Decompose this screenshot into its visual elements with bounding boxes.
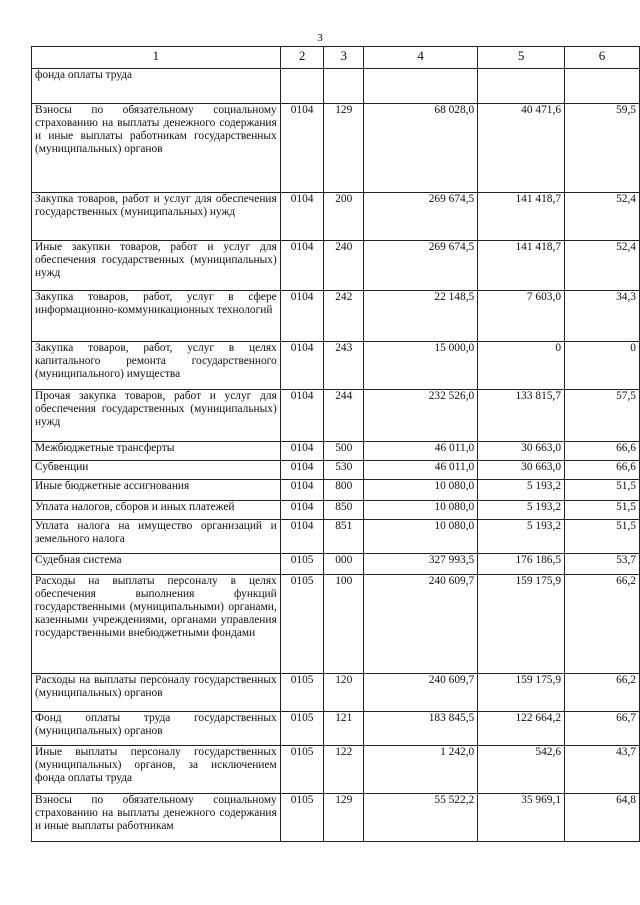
row-plan-amount: 240 609,7: [364, 674, 478, 712]
row-expense-type-code: 850: [324, 501, 364, 520]
table-row: [32, 69, 640, 104]
row-percent: [565, 69, 640, 104]
column-header: 4: [364, 47, 478, 69]
row-expense-type-code: 500: [324, 442, 364, 461]
row-section-code: 0105: [280, 794, 324, 842]
row-actual-amount: 35 969,1: [478, 794, 565, 842]
row-section-code: 0104: [280, 342, 324, 390]
row-section-code: 0105: [280, 554, 324, 575]
row-plan-amount: 22 148,5: [364, 291, 478, 342]
row-actual-amount: 542,6: [478, 746, 565, 794]
row-plan-amount: 55 522,2: [364, 794, 478, 842]
row-percent: 0: [565, 342, 640, 390]
row-name: Расходы на выплаты персоналу в целях обеспечения выполнения функций государственными (муниципальными) органами, казенными учреждениями, органами управления государственными внебюджетными фондами: [32, 575, 281, 674]
row-name: Закупка товаров, работ, услуг в целях капитального ремонта государственного (муниципального) имущества: [32, 342, 281, 390]
row-name: фонда оплаты труда: [32, 69, 281, 104]
row-plan-amount: 240 609,7: [364, 575, 478, 674]
row-actual-amount: 7 603,0: [478, 291, 565, 342]
row-expense-type-code: 122: [324, 746, 364, 794]
table-row: [32, 554, 640, 575]
row-plan-amount: 183 845,5: [364, 712, 478, 746]
column-header: 5: [478, 47, 565, 69]
row-plan-amount: 46 011,0: [364, 461, 478, 480]
row-percent: 52,4: [565, 241, 640, 291]
row-percent: 66,2: [565, 575, 640, 674]
row-name: Закупка товаров, работ, услуг в сфере информационно-коммуникационных технологий: [32, 291, 281, 342]
row-actual-amount: 5 193,2: [478, 520, 565, 554]
row-name: Уплата налогов, сборов и иных платежей: [32, 501, 281, 520]
table-row: [32, 461, 640, 480]
row-name: Иные закупки товаров, работ и услуг для обеспечения государственных (муниципальных) нужд: [32, 241, 281, 291]
row-plan-amount: 46 011,0: [364, 442, 478, 461]
table-row: [32, 342, 640, 390]
row-expense-type-code: 120: [324, 674, 364, 712]
row-name: Иные бюджетные ассигнования: [32, 480, 281, 501]
row-section-code: 0104: [280, 241, 324, 291]
row-section-code: 0104: [280, 193, 324, 241]
row-expense-type-code: 200: [324, 193, 364, 241]
row-expense-type-code: 000: [324, 554, 364, 575]
column-header: 2: [280, 47, 324, 69]
row-section-code: 0105: [280, 712, 324, 746]
row-actual-amount: 30 663,0: [478, 461, 565, 480]
row-percent: 52,4: [565, 193, 640, 241]
row-actual-amount: 141 418,7: [478, 241, 565, 291]
row-expense-type-code: 851: [324, 520, 364, 554]
table-row: [32, 501, 640, 520]
row-name: Фонд оплаты труда государственных (муниципальных) органов: [32, 712, 281, 746]
row-expense-type-code: [324, 69, 364, 104]
row-plan-amount: 269 674,5: [364, 193, 478, 241]
row-actual-amount: 122 664,2: [478, 712, 565, 746]
row-percent: 53,7: [565, 554, 640, 575]
row-percent: 66,6: [565, 461, 640, 480]
page-number: 3: [317, 32, 323, 44]
row-section-code: 0105: [280, 575, 324, 674]
row-actual-amount: 30 663,0: [478, 442, 565, 461]
table-row: [32, 104, 640, 193]
table-row: [32, 674, 640, 712]
row-section-code: 0104: [280, 291, 324, 342]
row-section-code: 0104: [280, 501, 324, 520]
row-percent: 66,7: [565, 712, 640, 746]
table-row: [32, 291, 640, 342]
row-section-code: 0104: [280, 104, 324, 193]
row-percent: 57,5: [565, 390, 640, 442]
row-name: Расходы на выплаты персоналу государственных (муниципальных) органов: [32, 674, 281, 712]
table-row: [32, 390, 640, 442]
row-section-code: 0104: [280, 480, 324, 501]
row-percent: 51,5: [565, 501, 640, 520]
row-name: Уплата налога на имущество организаций и земельного налога: [32, 520, 281, 554]
row-name: Субвенции: [32, 461, 281, 480]
row-actual-amount: 159 175,9: [478, 575, 565, 674]
row-expense-type-code: 100: [324, 575, 364, 674]
row-section-code: 0104: [280, 390, 324, 442]
row-actual-amount: 5 193,2: [478, 480, 565, 501]
row-name: Межбюджетные трансферты: [32, 442, 281, 461]
row-expense-type-code: 244: [324, 390, 364, 442]
table-row: [32, 520, 640, 554]
row-percent: 66,2: [565, 674, 640, 712]
row-percent: 59,5: [565, 104, 640, 193]
row-plan-amount: 269 674,5: [364, 241, 478, 291]
row-plan-amount: 1 242,0: [364, 746, 478, 794]
row-name: Взносы по обязательному социальному страхованию на выплаты денежного содержания и иные выплаты работникам: [32, 794, 281, 842]
row-actual-amount: 133 815,7: [478, 390, 565, 442]
row-percent: 64,8: [565, 794, 640, 842]
table-row: [32, 746, 640, 794]
row-name: Прочая закупка товаров, работ и услуг для обеспечения государственных (муниципальных) нужд: [32, 390, 281, 442]
row-plan-amount: 10 080,0: [364, 520, 478, 554]
row-name: Взносы по обязательному социальному страхованию на выплаты денежного содержания и иные выплаты работникам государственных (муниципальных) органов: [32, 104, 281, 193]
row-section-code: [280, 69, 324, 104]
row-actual-amount: 176 186,5: [478, 554, 565, 575]
row-expense-type-code: 800: [324, 480, 364, 501]
row-expense-type-code: 243: [324, 342, 364, 390]
row-section-code: 0105: [280, 674, 324, 712]
row-percent: 34,3: [565, 291, 640, 342]
row-actual-amount: 40 471,6: [478, 104, 565, 193]
row-actual-amount: 141 418,7: [478, 193, 565, 241]
row-actual-amount: 0: [478, 342, 565, 390]
row-plan-amount: [364, 69, 478, 104]
table-row: [32, 712, 640, 746]
row-expense-type-code: 129: [324, 794, 364, 842]
table-header-row: [32, 47, 640, 69]
table-row: [32, 794, 640, 842]
row-expense-type-code: 129: [324, 104, 364, 193]
row-plan-amount: 68 028,0: [364, 104, 478, 193]
row-actual-amount: 159 175,9: [478, 674, 565, 712]
row-plan-amount: 327 993,5: [364, 554, 478, 575]
row-name: Иные выплаты персоналу государственных (муниципальных) органов, за исключением фонда оплаты труда: [32, 746, 281, 794]
row-plan-amount: 10 080,0: [364, 480, 478, 501]
row-percent: 43,7: [565, 746, 640, 794]
row-section-code: 0104: [280, 520, 324, 554]
row-section-code: 0104: [280, 461, 324, 480]
row-expense-type-code: 240: [324, 241, 364, 291]
row-percent: 51,5: [565, 520, 640, 554]
row-plan-amount: 15 000,0: [364, 342, 478, 390]
table-row: [32, 480, 640, 501]
row-percent: 66,6: [565, 442, 640, 461]
row-actual-amount: [478, 69, 565, 104]
row-expense-type-code: 530: [324, 461, 364, 480]
table-row: [32, 575, 640, 674]
row-name: Судебная система: [32, 554, 281, 575]
row-actual-amount: 5 193,2: [478, 501, 565, 520]
table-row: [32, 193, 640, 241]
column-header: 6: [565, 47, 640, 69]
table-row: [32, 241, 640, 291]
column-header: 3: [324, 47, 364, 69]
budget-table: [31, 46, 640, 842]
row-expense-type-code: 121: [324, 712, 364, 746]
column-header: 1: [32, 47, 281, 69]
row-section-code: 0104: [280, 442, 324, 461]
row-plan-amount: 232 526,0: [364, 390, 478, 442]
row-percent: 51,5: [565, 480, 640, 501]
row-expense-type-code: 242: [324, 291, 364, 342]
row-plan-amount: 10 080,0: [364, 501, 478, 520]
table-row: [32, 442, 640, 461]
row-name: Закупка товаров, работ и услуг для обеспечения государственных (муниципальных) нужд: [32, 193, 281, 241]
row-section-code: 0105: [280, 746, 324, 794]
